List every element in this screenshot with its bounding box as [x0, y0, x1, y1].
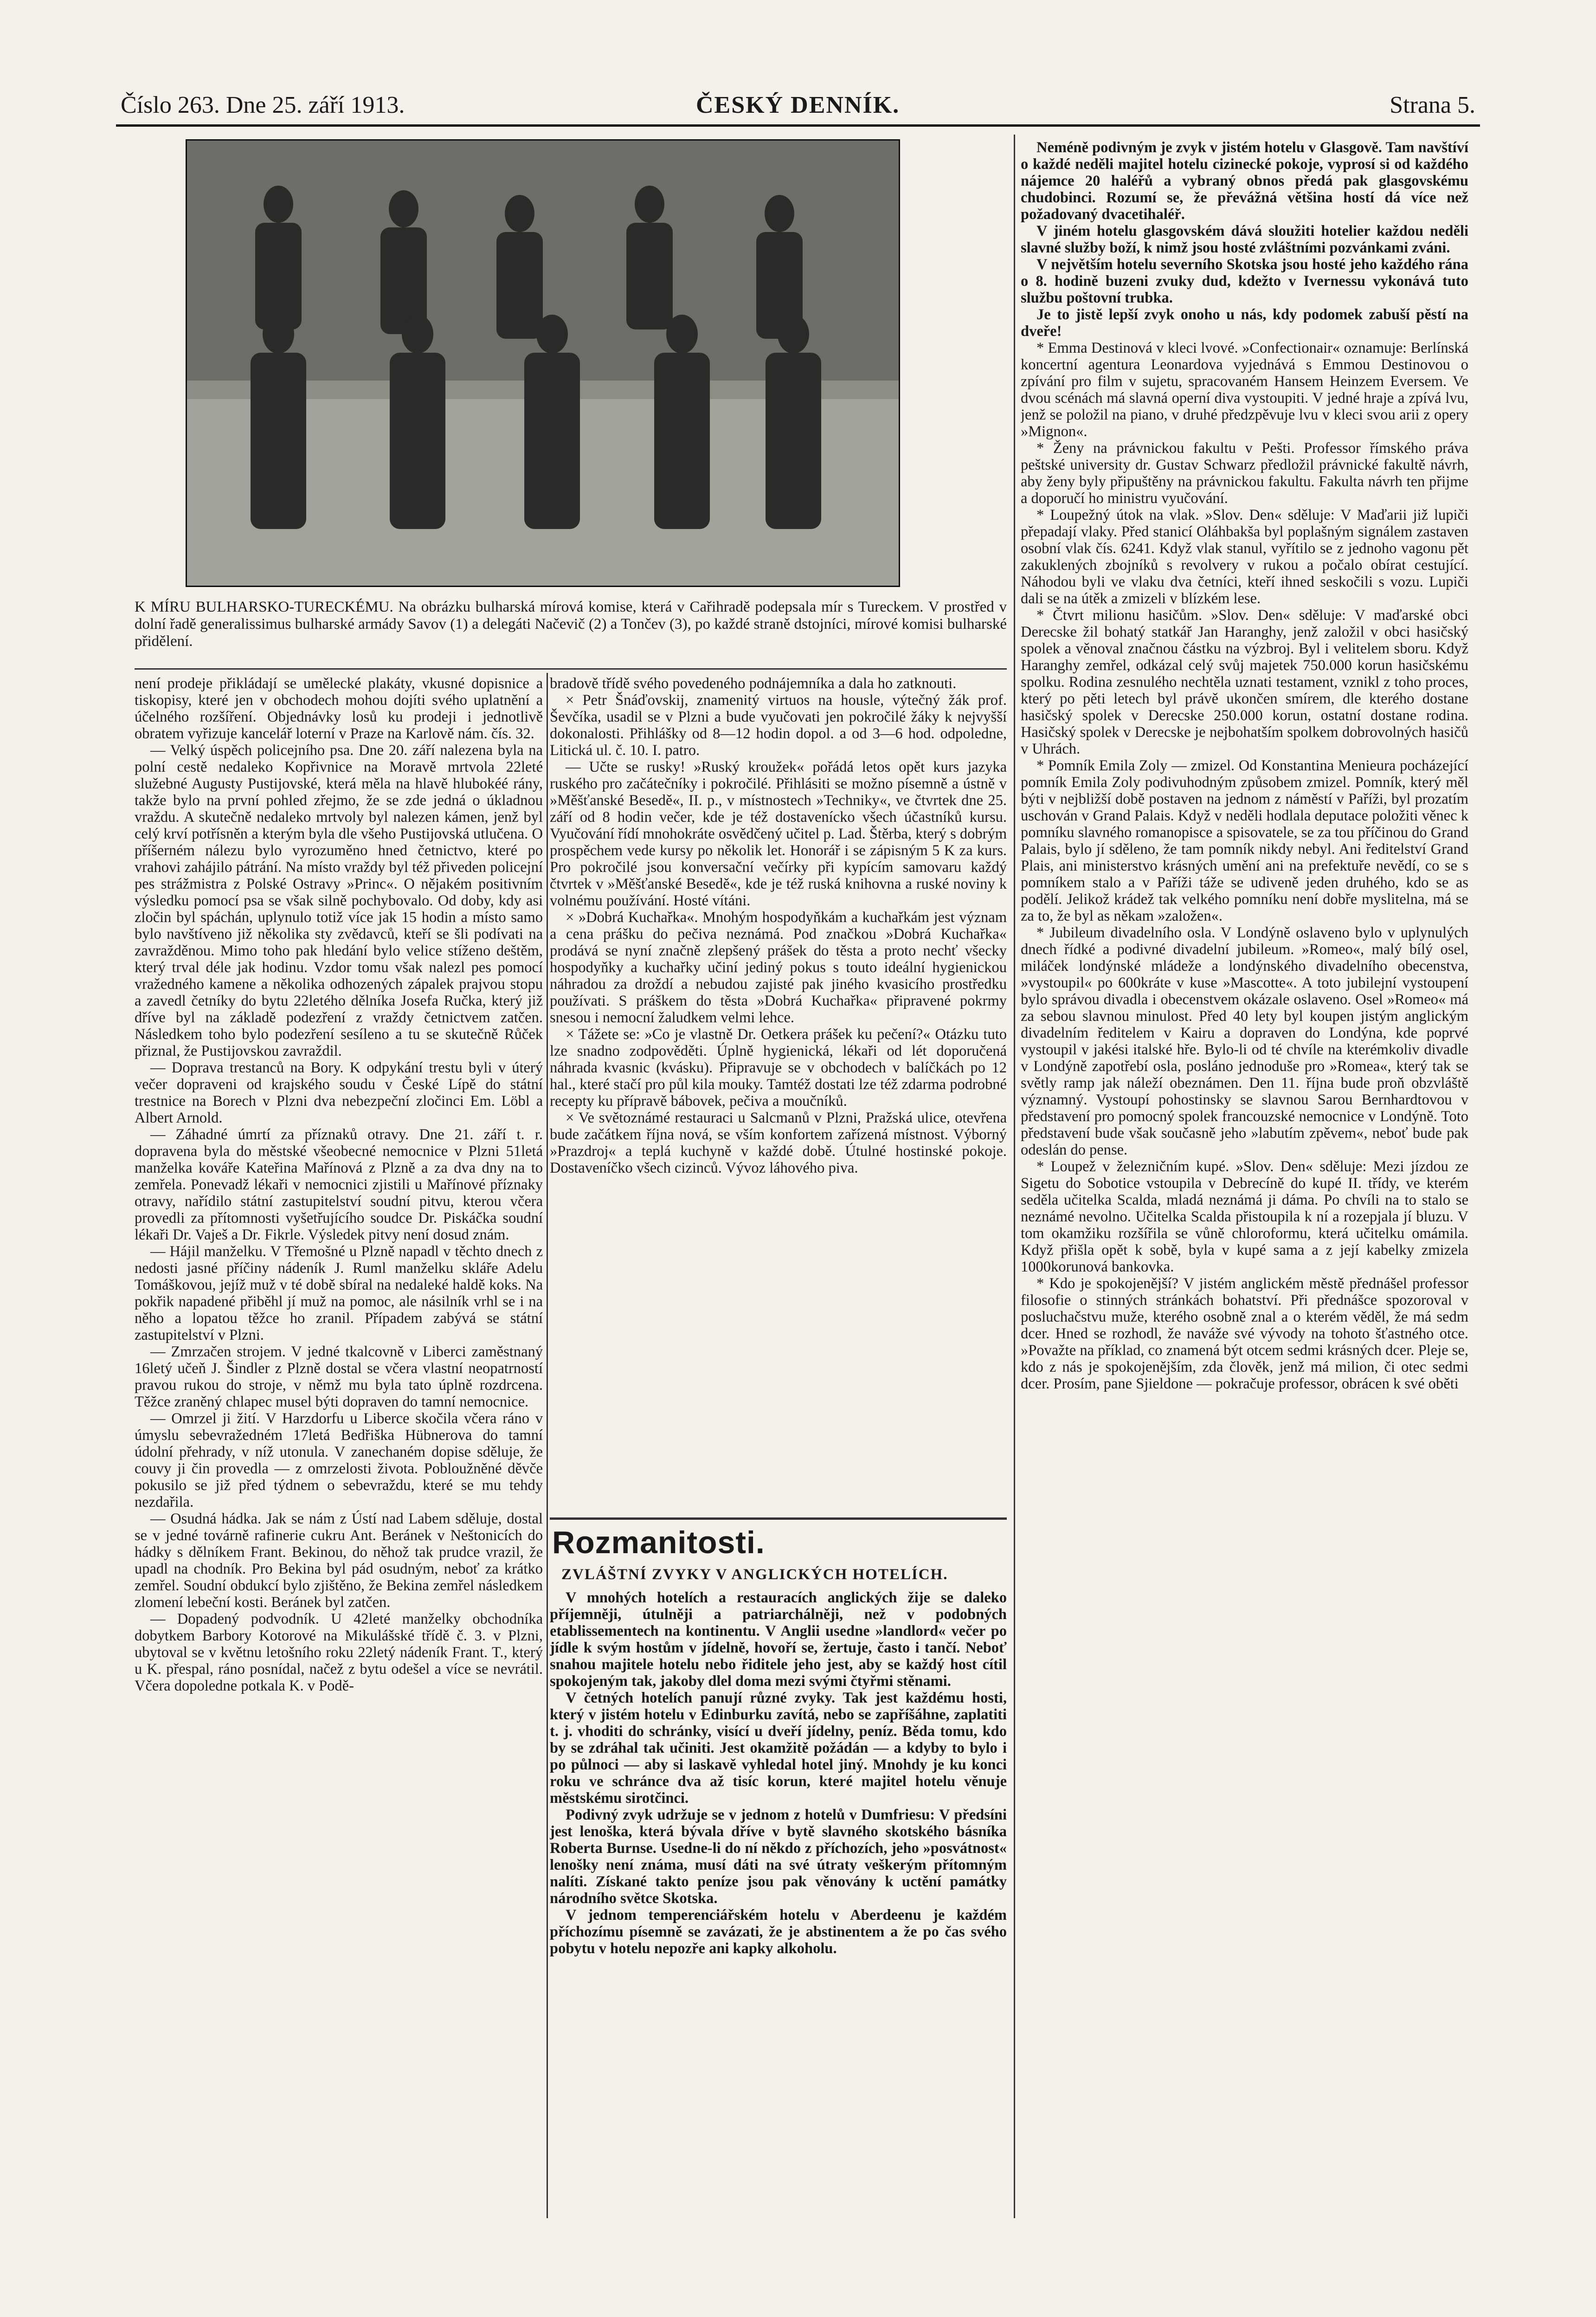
- article-paragraph: — Hájil manželku. V Třemošné u Plzně napadl v těchto dnech z nedosti jasné příčiny nádeník J. Ruml manželku skláře Adelu Tomáškovou, jejíž muž v té době sbíral na nedaleké haldě koks. Na pokřik napadené přiběhl jí muž na pomoc, ale násilník vrhl se i na něho a lopatou těžce ho zranil. Případem zabývá se státní zastupitelství v Plzni.: [135, 1243, 543, 1343]
- article-paragraph: — Zmrzačen strojem. V jedné tkalcovně v Liberci zaměstnaný 16letý učeň J. Šindler z Plzně dostal se včera vlastní neopatrností pravou rukou do stroje, v němž mu byla tato úplně rozdrcena. Těžce zraněný chlapec musel býti dopraven do tamní nemocnice.: [135, 1343, 543, 1410]
- article-paragraph: — Velký úspěch policejního psa. Dne 20. září nalezena byla na polní cestě nedaleko Kopřivnice na Moravě mrtvola 22leté služebné Augusty Pustijovské, která měla na hlavě hlubokéé rány, takže bylo na první pohled zřejmo, že se zde jedná o úkladnou vraždu. A skutečně nedaleko mrtvoly byl nalezen kámen, jenž byl celý krví potřísněn a kterým byla dle všeho Pustijovská utlučena. O příšerném nálezu bylo vyrozuměno hned četnictvo, které po vrahovi zahájilo pátrání. Na místo vraždy byl též přiveden policejní pes strážmistra z Polské Ostravy »Princ«. O nějakém positivním výsledku pomocí psa se však silně pochybovalo. Od doby, kdy asi zločin byl spáchán, uplynulo totiž více jak 15 hodin a místo samo bylo navštíveno již několika sty zvědavců, kteří se šli podívati na zavražděnou. Mimo toho pak hledání bylo velice stíženo deštěm, který trval déle jak hodinu. Vzdor tomu však nalezl pes pomocí vražedného kamene a několika odhozených zápalek prajvou stopu a zavedl četníky do bytu 22letého dělníka Josefa Ručka, který již dříve byl na základě podezření z vraždy četnictvem zatčen. Následkem toho bylo podezření sesíleno a tu se skutečně Růček přiznal, že Pustijovskou zavraždil.: [135, 742, 543, 1059]
- article-paragraph: * Jubileum divadelního osla. V Londýně oslaveno bylo v uplynulých dnech řídké a podivné divadelní jubileum. »Romeo«, malý bílý osel, miláček londýnské mládeže a londýnského divadelního obecenstva, »vystoupil« po 600kráte v kuse »Mascotte«. A toto jubilejní vystoupení bylo správou divadla i obecenstvem okázale oslaveno. Osel »Romeo« má za sebou slavnou minulost. Před 40 lety byl koupen jistým anglickým divadelním ředitelem v Kairu a dopraven do Londýna, kde poprvé vystoupil v jakési italské hře. Bylo-li od té chvíle na kterémkoliv divadle v Londýně zapotřebí osla, posláno jednoduše pro »Romea«, který tak se světly ramp jak náleží obeznámen. Den 11. října bude proň obzvláště významný. Vystoupí pohostinsky se slavnou Sarou Bernhardtovou v představení pro pomocný spolek francouzské nemocnice v Londýně. Toto představení bude však současně jeho »labutím zpěvem«, neboť bude pak odeslán do pense.: [1021, 924, 1468, 1158]
- article-paragraph: V mnohých hotelích a restauracích anglických žije se daleko příjemněji, útulněji a patriarchálněji, než v podobných etablissementech na kontinentu. V Anglii usedne »landlord« večer po jídle k svým hostům v jídelně, hovoří se, žertuje, často i tančí. Neboť snahou majitele hotelu nebo řiditele jeho jest, aby se každý host cítil spokojeným tak, jakoby dlel doma mezi svými čtyřmi stěnami.: [550, 1589, 1007, 1690]
- section-rule: [550, 1517, 1007, 1520]
- article-paragraph: × Petr Šnáďovskij, znamenitý virtuos na housle, výtečný žák prof. Ševčíka, usadil se v Plzni a bude vyučovati jen pokročilé žáky k nejvyšší dokonalosti. Přihlášky od 8—12 hodin dopol. a od 3—6 hod. odpoledne, Litická ul. č. 10. I. patro.: [550, 692, 1007, 759]
- article-paragraph: Je to jistě lepší zvyk onoho u nás, kdy podomek zabuší pěstí na dveře!: [1021, 306, 1468, 340]
- article-paragraph: × Tážete se: »Co je vlastně Dr. Oetkera prášek ku pečení?« Otázku tuto lze snadno zodpověděti. Úplně hygienická, lékaři od lét doporučená náhrada kvasnic (kvásku). Připravuje se v obchodech v balíčkách po 12 hal., které stačí pro půl kila mouky. Tamtéž dostati lze též zdarma podrobné recepty ku přípravě bábovek, pečiva a moučníků.: [550, 1026, 1007, 1110]
- caption-rule: [135, 668, 1007, 670]
- article-paragraph: V četných hotelích panují různé zvyky. Tak jest každému hosti, který v jistém hotelu v Edinburku zavítá, nebo se zapříšáhne, zaplatiti t. j. vhoditi do schránky, visící u dveří jídelny, peníz. Běda tomu, kdo by se zdráhal tak učiniti. Jest okamžitě požádán — a kdyby to bylo i po půlnoci — aby si laskavě vyhledal hotel jiný. Mnohdy je ku konci roku ve schránce dva až tisíc korun, které majitel hotelu věnuje městskému sirotčinci.: [550, 1690, 1007, 1807]
- article-paragraph: — Omrzel ji žití. V Harzdorfu u Liberce skočila včera ráno v úmyslu sebevražedném 17letá Bedřiška Hübnerova do tamní údolní přehrady, v níž utonula. V zanechaném dopise sděluje, že couvy ji čin provedla — z omrzelosti života. Pobloužněné děvče pokusilo se již před týdnem o sebevraždu, které se mu tehdy nezdařila.: [135, 1410, 543, 1510]
- article-paragraph: není prodeje přikládají se umělecké plakáty, vkusné dopisnice a tiskopisy, které jen v obchodech mohou dojíti svého uplatnění a účelného rozšíření. Objednávky losů ku prodeji i jednotlivě obratem vyřizuje kancelář loterní v Praze na Karlově nám. čís. 32.: [135, 675, 543, 742]
- article-paragraph: — Záhadné úmrtí za příznaků otravy. Dne 21. září t. r. dopravena byla do městské všeobecné nemocnice v Plzni 51letá manželka kováře Kateřina Mařínová z Plzně a za dva dny na to zemřela. Ponevadž lékaři v nemocnici zjistili u Mařínové příznaky otravy, nařídilo státní zastupitelství soudní pitvu, kterou včera provedli za přítomnosti vyšetřujícího soudce Dr. Piskáčka soudní lékaři Dr. Vaješ a Dr. Fikrle. Výsledek pitvy není dosud znám.: [135, 1126, 543, 1243]
- column-2: [550, 675, 1007, 1510]
- article-paragraph: * Loupežný útok na vlak. »Slov. Den« sděluje: V Maďarii již lupiči přepadají vlaky. Před stanicí Oláhbakša byl poplašným signálem zastaven osobní vlak čís. 6241. Když vlak stanul, vyřítilo se z jednoho vagonu pět zakuklených zbojníků s revolvery v rukou a počalo obírat cestující. Náhodou byli ve vlaku dva četníci, kteří ihned seskočili s vozu. Lupiči dali se na útěk a zmizeli v blízkém lese.: [1021, 507, 1468, 607]
- article-paragraph: × Ve světoznámé restauraci u Salcmanů v Plzni, Pražská ulice, otevřena bude začátkem října nová, se vším konfortem zařízená místnost. Výborný »Prazdroj« a teplá kuchyně v každé době. Útulné hostinské pokoje. Dostaveníčko všech cizinců. Vývoz láhového piva.: [550, 1110, 1007, 1176]
- article-paragraph: Podivný zvyk udržuje se v jednom z hotelů v Dumfriesu: V předsíni jest lenoška, která bývala dříve v bytě slavného skotského básníka Roberta Burnse. Usedne-li do ní někdo z příchozích, jeho »posvátnost« lenošky není známa, musí dáti na své útraty veškerým přítomným nalíti. Získané takto peníze jsou pak věnovány k uctění památky národního světce Skotska.: [550, 1807, 1007, 1907]
- article-paragraph: V jednom temperenciářském hotelu v Aberdeenu je každém příchozímu písemně se zavázati, že je abstinentem a že po čas svého pobytu v hotelu nepozře ani kapky alkoholu.: [550, 1907, 1007, 1957]
- header-rule: [116, 124, 1480, 127]
- article-paragraph: — Doprava trestanců na Bory. K odpykání trestu byli v úterý večer dopraveni od krajského soudu v České Lípě do státní trestnice na Borech v Plzni dva nebezpeční zločinci Em. Löbl a Albert Arnold.: [135, 1059, 543, 1126]
- article-paragraph: V největším hotelu severního Skotska jsou hosté jeho každého rána o 8. hodině buzeni zvuky dud, kdežto v Ivernessu vykonává tuto službu poštovní trubka.: [1021, 256, 1468, 306]
- masthead: ČESKÝ DENNÍK.: [696, 92, 900, 118]
- issue-date: Číslo 263. Dne 25. září 1913.: [121, 92, 405, 118]
- article-paragraph: * Ženy na právnickou fakultu v Pešti. Professor římského práva peštské university dr. Gustav Schwarz předložil právnické fakultě návrh, aby ženy byly připuštěny na právnickou fakultu. Fakulta návrh ten přijme a doporučí ho ministru vyučování.: [1021, 440, 1468, 507]
- article-paragraph: * Loupež v železničním kupé. »Slov. Den« sděluje: Mezi jízdou ze Sigetu do Sobotice vstoupila v Debrecíně do kupé II. třídy, ve kterém seděla učitelka Scalda, mladá neznámá ji dáma. Po chvíli na to stalo se neznámé nevolno. Učitelka Scalda přistoupila k ní a rozepjala jí bluzu. V tom okamžiku rozšířila se vůně chloroformu, která učitelku omámila. Když přišla opět k sobě, byla v kupé sama a z její kabelky zmizela 1000korunová bankovka.: [1021, 1158, 1468, 1275]
- article-paragraph: × »Dobrá Kuchařka«. Mnohým hospodyňkám a kuchařkám jest význam a cena prášku do pečiva neznámá. Pod značkou »Dobrá Kuchařka« prodává se nyní značně zlepšený prášek do těsta a proto nechť všecky hospodyňky a kuchařky učiní jediný pokus s touto ideální hygienickou náhradou za droždí a nebudou zajisté pak jiného kvasicího prostředku používati. S práškem do těsta »Dobrá Kuchařka« připravené pokrmy snesou i nemocní žaludkem velmi lehce.: [550, 909, 1007, 1026]
- column-1: [135, 675, 543, 2216]
- article-paragraph: Neméně podivným je zvyk v jistém hotelu v Glasgově. Tam navštíví o každé neděli majitel hotelu cizinecké pokoje, vyprosí si od každého nájemce 20 haléřů a vybraný obnos předá pak glasgovskému chudobinci. Rozumí se, že převážná většina hostí dá více než požadovaný dvacetihaléř.: [1021, 139, 1468, 223]
- page-number: Strana 5.: [1390, 92, 1475, 118]
- column-3: [1021, 139, 1468, 2218]
- section-subtitle: ZVLÁŠTNÍ ZVYKY V ANGLICKÝCH HOTELÍCH.: [561, 1566, 948, 1583]
- column-2-rozmanitosti: [550, 1589, 1007, 2216]
- photo-caption: K MÍRU BULHARSKO-TURECKÉMU. Na obrázku bulharská mírová komise, která v Cařihradě podepsala mír s Tureckem. V prostřed v dolní řadě generalissimus bulharské armády Savov (1) a delegáti Načevič (2) a Tončev (3), po každé straně dstojníci, mírové komisi bulharské přidělení.: [135, 599, 1007, 650]
- article-paragraph: * Emma Destinová v kleci lvové. »Confectionair« oznamuje: Berlínská koncertní agentura Leonardova vyjednává s Emmou Destinovou o zpívání pro film v sujetu, spracovaném Hansem Heinzem Eversem. Ve dvou scénách má slavná operní diva vystoupiti. V jedné hraje a zpívá lvu, jenž se položil na piano, v druhé předzpěvuje lvu v kleci svou arii z opery »Mignon«.: [1021, 340, 1468, 440]
- article-paragraph: bradově třídě svého povedeného podnájemníka a dala ho zatknouti.: [550, 675, 957, 692]
- article-paragraph: * Kdo je spokojenější? V jistém anglickém městě přednášel professor filosofie o stinných stránkách bohatství. Při přednášce spozoroval v posluchačstvu muže, kterého osobně znal a o kterém věděl, že má sedm dcer. Hned se rozhodl, že naváže své vývody na tohoto šťastného otce. »Považte na příklad, co znamená být otcem sedmi krásných dcer. Pleje se, kdo z nás je spokojenějším, zda člověk, jenž má milion, či otec sedmi dcer. Prosím, pane Sjieldone — pokračuje professor, obrácen k své oběti: [1021, 1275, 1468, 1392]
- article-paragraph: * Pomník Emila Zoly — zmizel. Od Konstantina Menieura pocházející pomník Emila Zoly podivuhodným způsobem zmizel. Pomník, který měl býti v nejbližší době postaven na jednom z náměstí v Paříži, byl prozatím uschován v Grand Palais. Když v neděli hodlala deputace položiti věnec k pomníku slavného romanopisce a spisovatele, se za tou příčinou do Grand Palais, bylo jí sděleno, že tam pomník nikdy nebyl. Ani ředitelství Grand Plais, ani ministerstvo krásných umění ani na prefektuře nevědí, co se s pomníkem stalo a v Paříži táže se udiveně jeden druhého, kdo se as podělí. Jelikož krádež tak velkého pomníku není dobře myslitelna, má se za to, že byl as někam »založen«.: [1021, 757, 1468, 924]
- column-divider: [1014, 135, 1015, 2218]
- column-divider: [547, 673, 548, 2218]
- article-paragraph: — Osudná hádka. Jak se nám z Ústí nad Labem sděluje, dostal se v jedné továrně rafinerie cukru Ant. Beránek v Neštonicích do hádky s dělníkem Frant. Bekinou, do něhož tak prudce vrazil, že upadl na chodník. Pro Bekina byl pád osudným, neboť za krátko zemřel. Soudní obdukcí bylo zjištěno, že Bekina zemřel následkem zlomení lebeční kosti. Beránek byl zatčen.: [135, 1510, 543, 1611]
- delegation-photo: [186, 139, 900, 587]
- section-title: Rozmanitosti.: [552, 1525, 765, 1560]
- article-paragraph: — Dopadený podvodník. U 42leté manželky obchodníka dobytkem Barbory Kotorové na Mikulášské třídě č. 3. v Plzni, ubytoval se v květnu letošního roku 22letý nádeník Frant. T., který u K. přespal, ráno posnídal, načež z bytu odešel a více se nevrátil. Včera dopoledne potkala K. v Podě-: [135, 1611, 543, 1694]
- article-paragraph: * Čtvrt milionu hasičům. »Slov. Den« sděluje: V maďarské obci Derecske žil bohatý statkář Jan Haranghy, jenž založil v obci hasičský spolek a věnoval značnou částku na výzbroj. Byl i velitelem sboru. Když Haranghy zemřel, odkázal celý svůj majetek 750.000 korun hasičskému spolku. Rodina zesnulého nechtěla uznati testament, vznikl z toho proces, který po pěti letech byl právě ukončen smírem, dle kterého dostane hasičský spolek v Derecske 250.000 korun, ostatní dostane rodina. Hasičský spolek v Derecske je nejbohatším spolkem dobrovolných hasičů v Uhrách.: [1021, 607, 1468, 757]
- article-paragraph: — Učte se rusky! »Ruský kroužek« pořádá letos opět kurs jazyka ruského pro začátečníky i pokročilé. Přihlásiti se možno písemně a ústně v »Měšťanské Besedě«, II. p., v místnostech »Techniky«, ve čtvrtek dne 25. září od 8 hodin večer, kde je též dostavenícko všech účastníků kursu. Vyučování řídí mnohokráte osvědčený učitel p. Lad. Štěrba, který s dobrým prospěchem vede kursy po několik let. Honorář i se zápisným 5 K za kurs. Pro pokročilé jsou konversační večírky při kypícím samovaru každý čtvrtek v »Měšťanské Besedě«, kde je též ruská knihovna a ruské noviny k volnému používání. Hosté vítáni.: [550, 759, 1007, 909]
- article-paragraph: V jiném hotelu glasgovském dává sloužiti hotelier každou neděli slavné služby boží, k nimž jsou hosté zvláštními pozvánkami zváni.: [1021, 223, 1468, 256]
- page-header: [121, 84, 1475, 121]
